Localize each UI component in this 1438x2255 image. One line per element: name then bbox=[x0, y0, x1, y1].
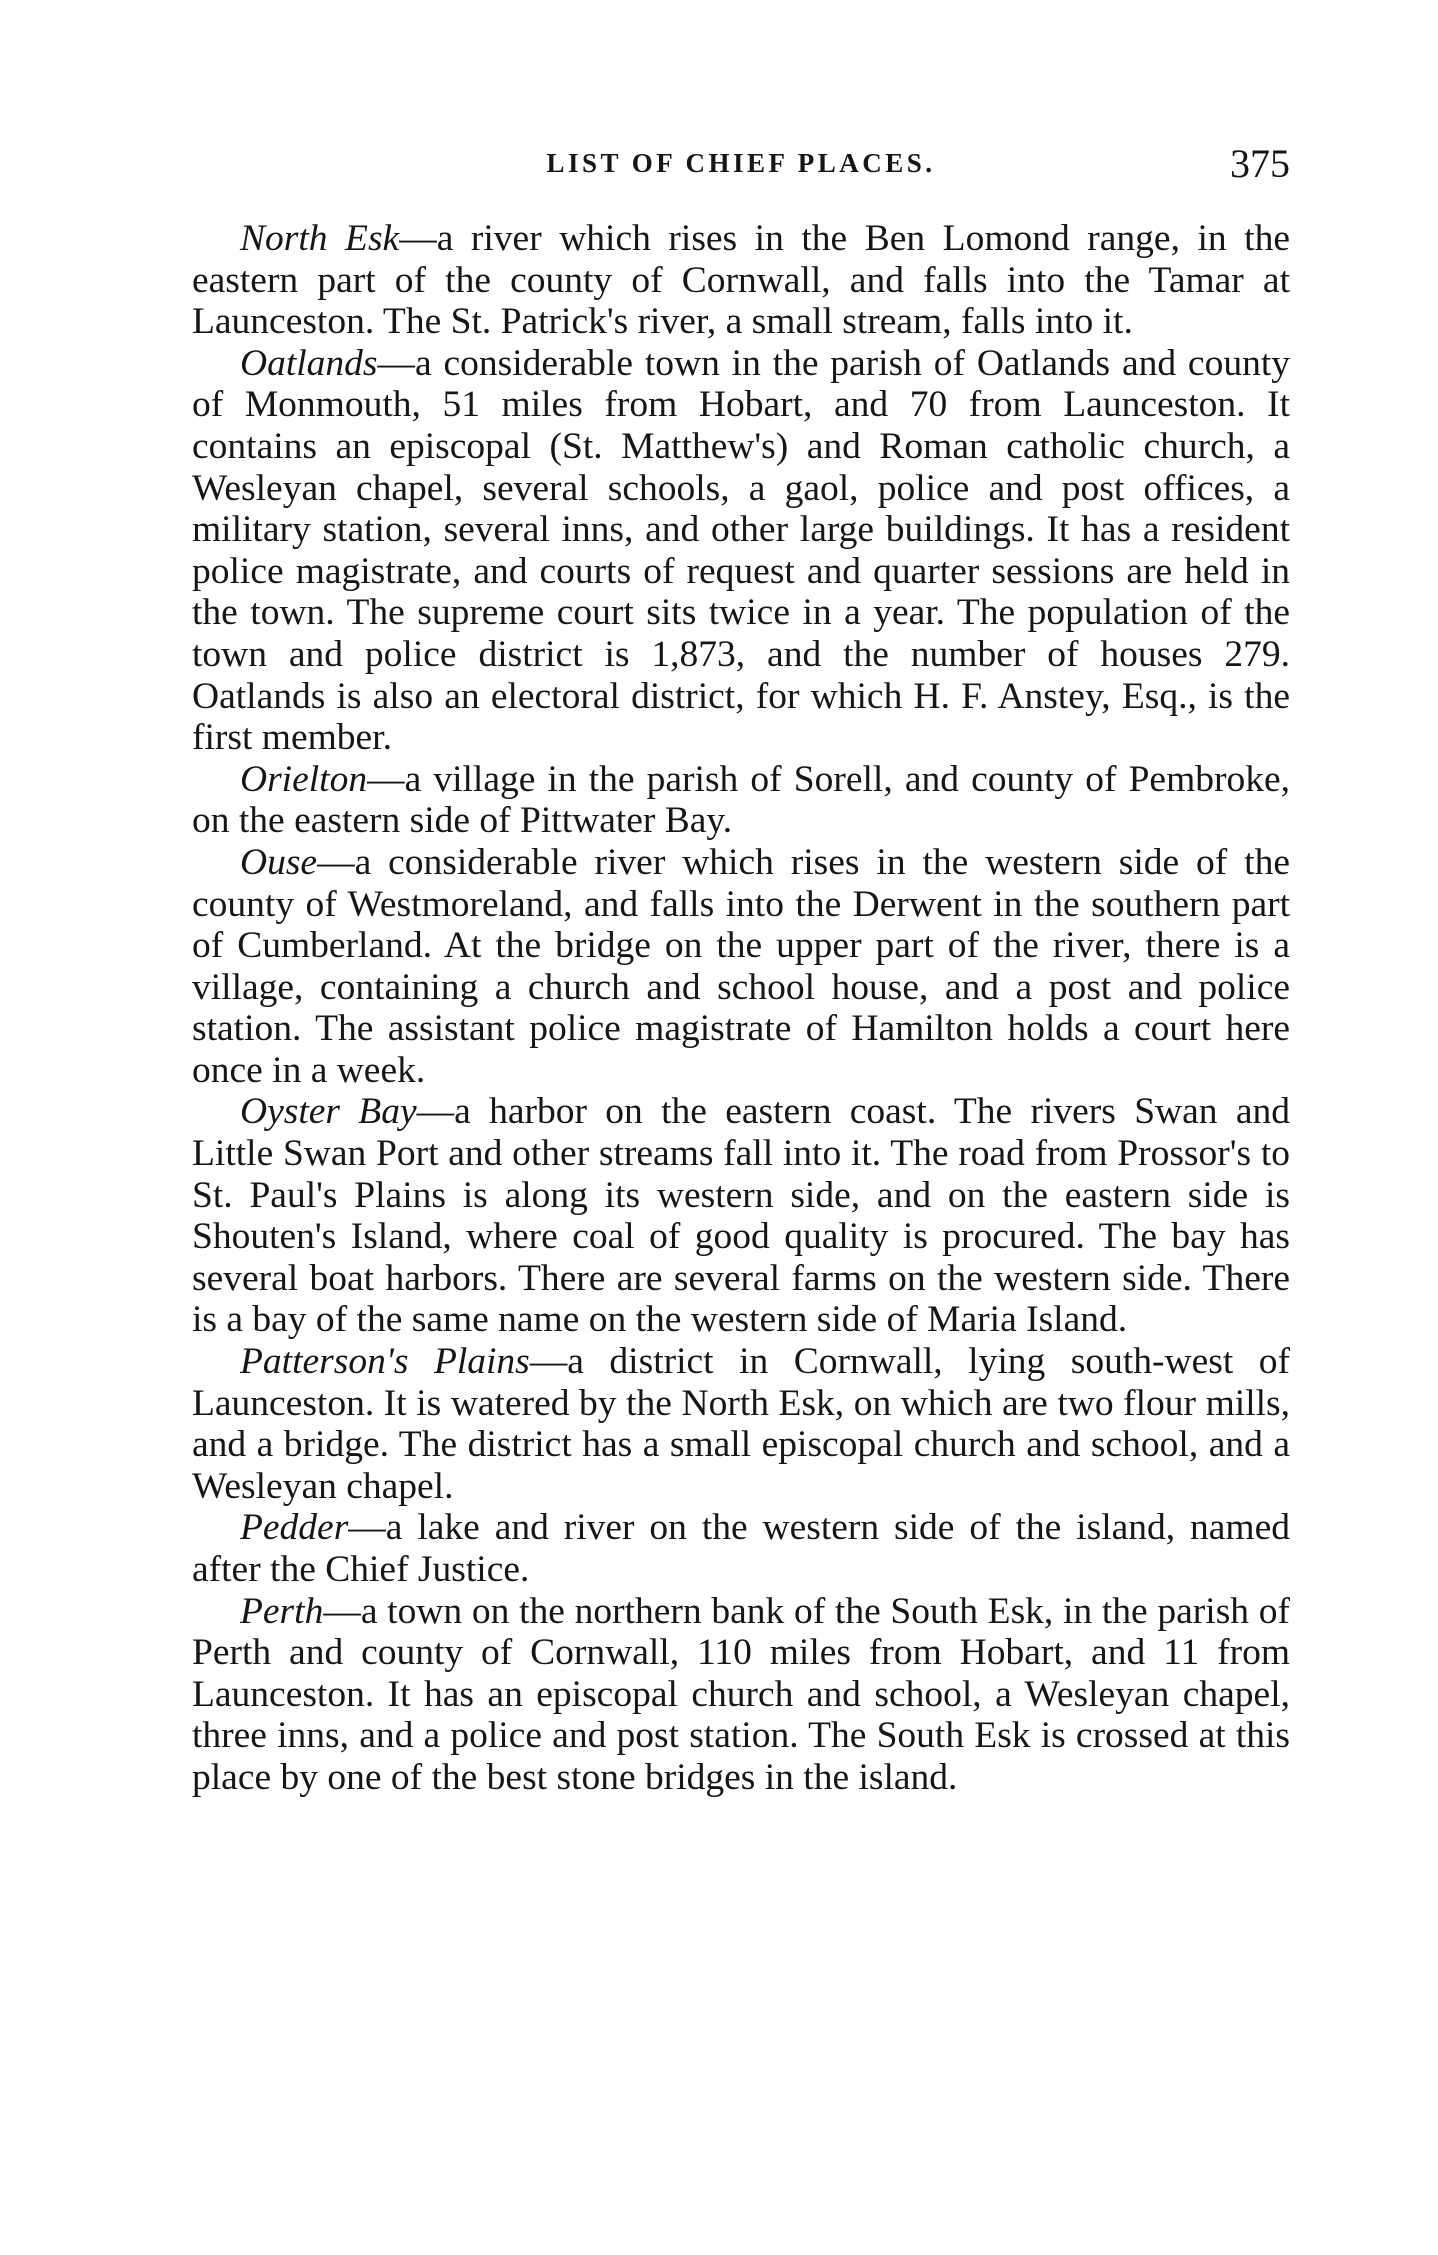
headword: Orielton bbox=[240, 758, 368, 800]
entry-pattersons-plains bbox=[192, 1341, 1290, 1507]
headword: Oyster Bay bbox=[240, 1091, 417, 1133]
entries-list bbox=[192, 218, 1290, 1799]
entry-orielton bbox=[192, 759, 1290, 842]
headword: Oatlands bbox=[240, 342, 378, 384]
entry-oatlands bbox=[192, 343, 1290, 759]
entry-text: —a village in the parish of Sorell, and county of Pembroke, on the eastern side of Pittwater Bay. bbox=[192, 758, 1290, 842]
running-head bbox=[192, 140, 1290, 200]
headword: Ouse bbox=[240, 841, 318, 883]
entry-perth bbox=[192, 1591, 1290, 1799]
entry-oyster-bay bbox=[192, 1091, 1290, 1341]
entry-text: —a considerable town in the parish of Oatlands and county of Monmouth, 51 miles from Hobart, and 70 from Launceston. It contains an episcopal (St. Matthew's) and Roman catholic church, a Wesleyan chapel, several schools, a gaol, police and post offices, a military station, several inns, and other large buildings. It has a resident police magistrate, and courts of request and quarter sessions are held in the town. The supreme court sits twice in a year. The population of the town and police district is 1,873, and the number of houses 279. Oatlands is also an electoral district, for which H. F. Anstey, Esq., is the first member. bbox=[192, 342, 1290, 759]
headword: Perth bbox=[240, 1590, 324, 1632]
entry-text: —a district in Cornwall, lying south-west of Launceston. It is watered by the North Esk, on which are two flour mills, and a bridge. The district has a small episcopal church and school, and a Wesleyan chapel. bbox=[192, 1341, 1290, 1507]
entry-north-esk bbox=[192, 218, 1290, 343]
entry-text: —a river which rises in the Ben Lomond range, in the eastern part of the county of Cornwall, and falls into the Tamar at Launceston. The St. Patrick's river, a small stream, falls into it. bbox=[192, 218, 1290, 343]
entry-ouse bbox=[192, 842, 1290, 1092]
page-number: 375 bbox=[1230, 141, 1290, 186]
running-title: LIST OF CHIEF PLACES. bbox=[546, 148, 936, 178]
headword: Pedder bbox=[240, 1507, 349, 1549]
entry-text: —a lake and river on the western side of the island, named after the Chief Justice. bbox=[192, 1507, 1290, 1590]
entry-text: —a town on the northern bank of the South Esk, in the parish of Perth and county of Cornwall, 110 miles from Hobart, and 11 from Launceston. It has an episcopal church and school, a Wesleyan chapel, three inns, and a police and post station. The South Esk is crossed at this place by one of the best stone bridges in the island. bbox=[192, 1590, 1290, 1798]
entry-text: —a considerable river which rises in the western side of the county of Westmoreland, and falls into the Derwent in the southern part of Cumberland. At the bridge on the upper part of the river, there is a village, containing a church and school house, and a post and police station. The assistant police magistrate of Hamilton holds a court here once in a week. bbox=[192, 841, 1290, 1091]
headword: Patterson's Plains bbox=[240, 1341, 530, 1383]
entry-pedder bbox=[192, 1507, 1290, 1590]
headword: North Esk bbox=[240, 218, 400, 259]
entry-text: —a harbor on the eastern coast. The rivers Swan and Little Swan Port and other streams fall into it. The road from Prossor's to St. Paul's Plains is along its western side, and on the eastern side is Shouten's Island, where coal of good quality is procured. The bay has several boat harbors. There are several farms on the western side. There is a bay of the same name on the western side of Maria Island. bbox=[192, 1091, 1290, 1341]
